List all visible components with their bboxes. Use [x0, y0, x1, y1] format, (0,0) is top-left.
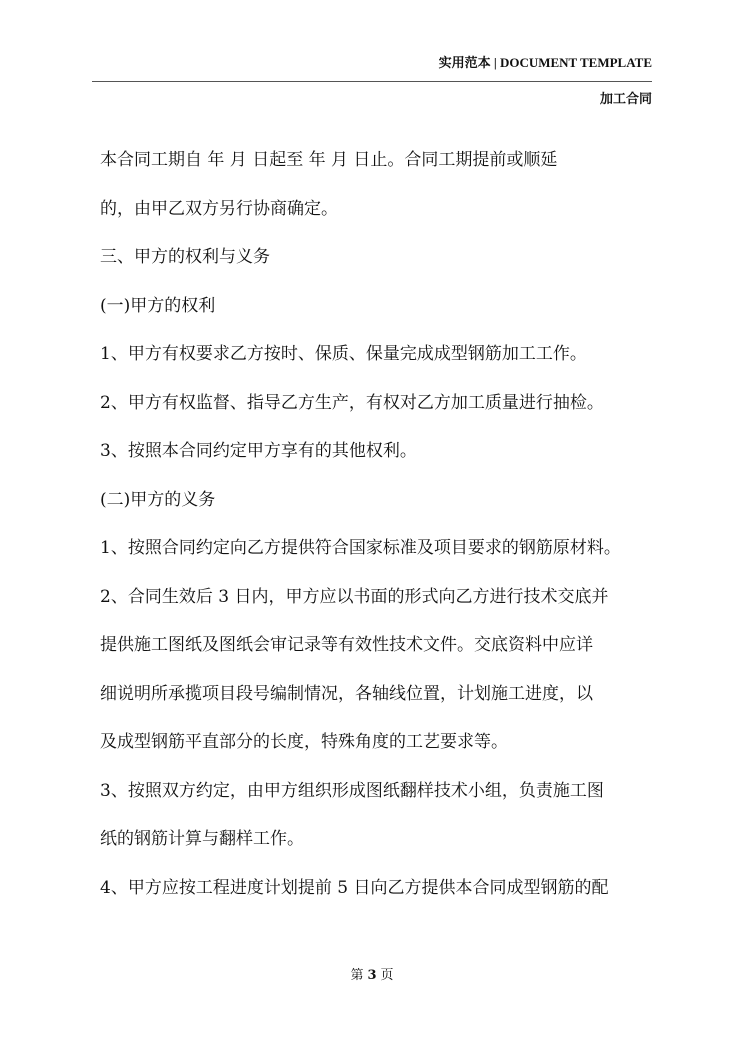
document-body: [100, 136, 660, 912]
body-line: 2、合同生效后 3 日内，甲方应以书面的形式向乙方进行技术交底并: [100, 586, 609, 607]
body-line: 1、甲方有权要求乙方按时、保质、保量完成成型钢筋加工工作。: [100, 344, 587, 364]
body-line: 纸的钢筋计算与翻样工作。: [100, 829, 304, 849]
page-number: 3: [367, 968, 377, 983]
body-line: 细说明所承揽项目段号编制情况，各轴线位置，计划施工进度，以: [100, 683, 593, 704]
body-line: 4、甲方应按工程进度计划提前 5 日向乙方提供本合同成型钢筋的配: [100, 877, 609, 898]
subsection-heading: (二)甲方的义务: [100, 489, 216, 510]
body-line: 本合同工期自 年 月 日起至 年 月 日止。合同工期提前或顺延: [100, 150, 558, 170]
section-heading: 三、甲方的权利与义务: [100, 247, 270, 267]
page-suffix: 页: [380, 968, 394, 983]
body-line: 3、按照双方约定，由甲方组织形成图纸翻样技术小组，负责施工图: [100, 780, 604, 801]
header-divider: [92, 81, 652, 82]
body-line: 3、按照本合同约定甲方享有的其他权利。: [100, 441, 417, 461]
body-line: 2、甲方有权监督、指导乙方生产，有权对乙方加工质量进行抽检。: [100, 392, 604, 413]
subsection-heading: (一)甲方的权利: [100, 295, 216, 316]
body-line: 及成型钢筋平直部分的长度，特殊角度的工艺要求等。: [100, 732, 508, 752]
page-footer: [0, 964, 744, 983]
header-subtitle: 加工合同: [599, 92, 652, 107]
body-line: 提供施工图纸及图纸会审记录等有效性技术文件。交底资料中应详: [100, 635, 593, 655]
page-prefix: 第: [350, 968, 364, 983]
body-line: 1、按照合同约定向乙方提供符合国家标准及项目要求的钢筋原材料。: [100, 538, 621, 558]
body-line: 的，由甲乙双方另行协商确定。: [100, 198, 338, 219]
header-title: 实用范本 | DOCUMENT TEMPLATE: [438, 55, 652, 70]
